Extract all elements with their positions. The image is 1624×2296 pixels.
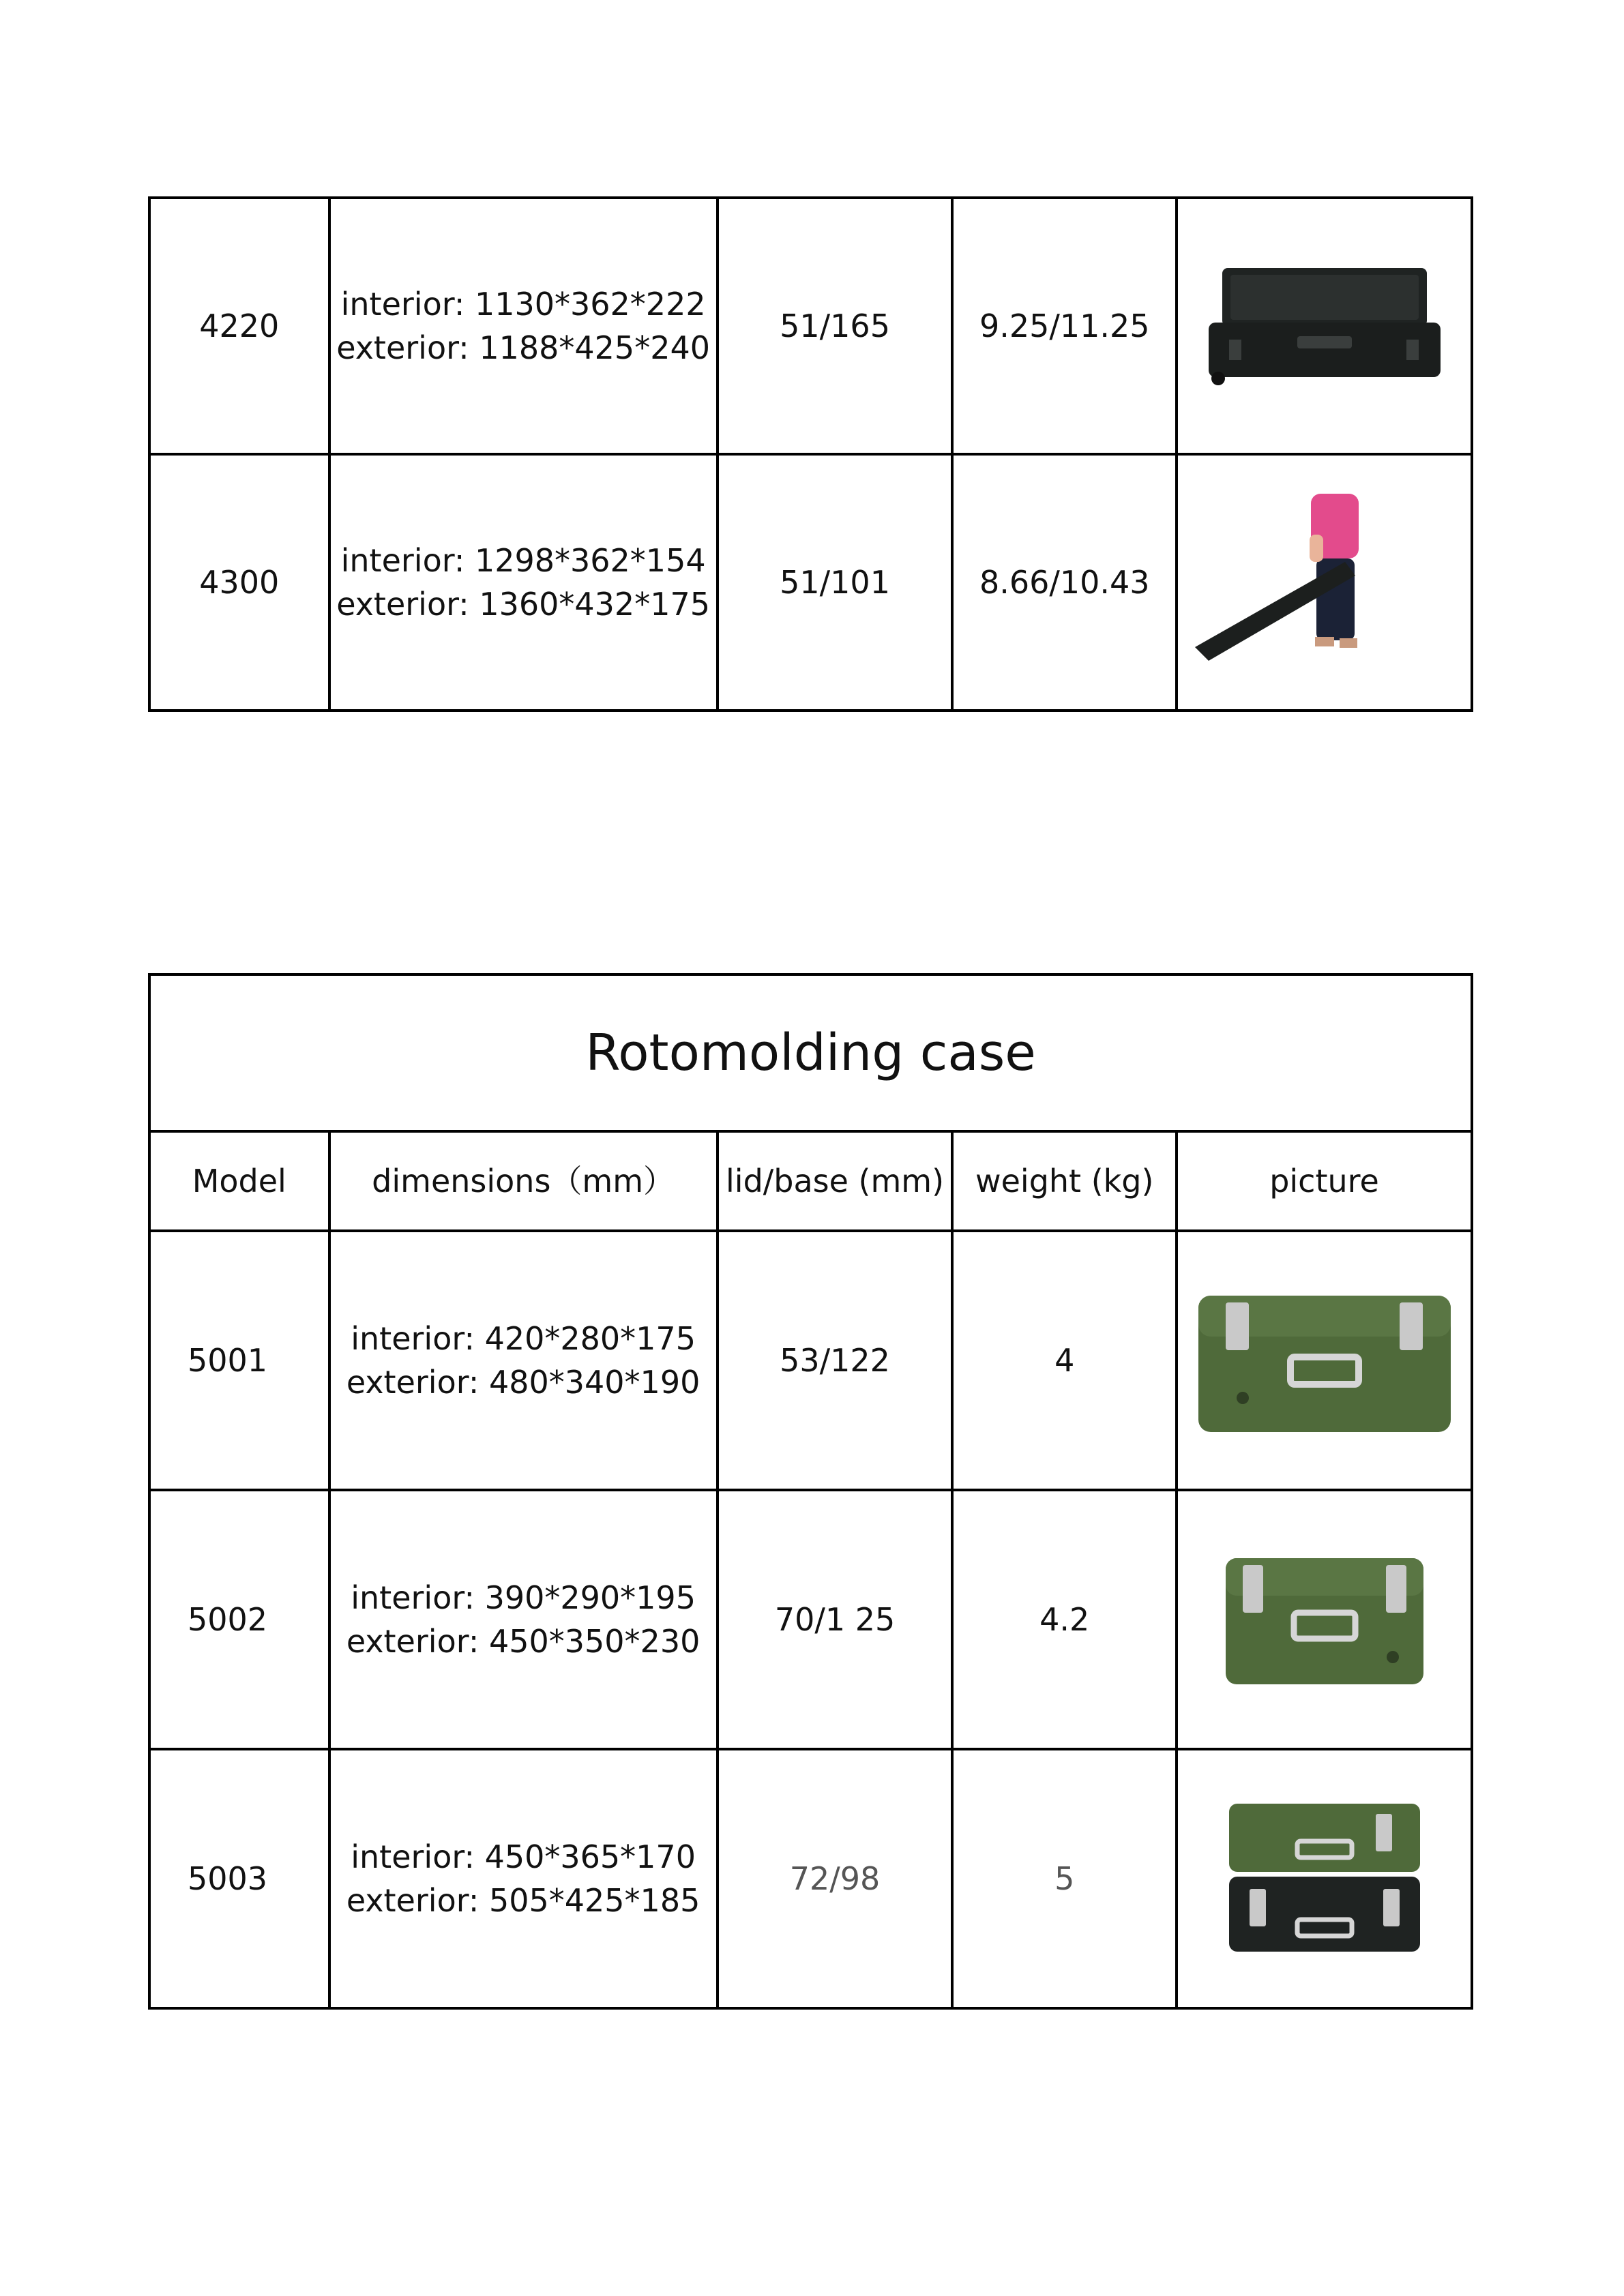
header-model: Model [149,1131,329,1231]
picture-cell [1177,198,1472,454]
table-row [149,1231,1472,1490]
table-title: Rotomolding case [149,974,1472,1131]
picture-cell [1177,1749,1472,2008]
dimensions-cell [329,1231,718,1490]
lid-base-cell: 70/1 25 [718,1490,953,1749]
upper-spec-table [148,196,1473,712]
header-picture: picture [1177,1131,1472,1231]
interior-dimensions: interior: 1130*362*222 [340,286,706,323]
header-dimensions: dimensions（mm） [329,1131,718,1231]
rotomolding-spec-table [148,973,1473,2010]
model-cell: 5002 [149,1490,329,1749]
header-lid-base: lid/base (mm) [718,1131,953,1231]
lid-base-cell: 51/101 [718,454,953,711]
weight-cell: 4 [952,1231,1177,1490]
picture-cell [1177,1490,1472,1749]
woman-pulling-case-image [1188,494,1461,671]
lid-base-cell: 53/122 [718,1231,953,1490]
weight-cell: 9.25/11.25 [952,198,1177,454]
table-row [149,1749,1472,2008]
model-cell: 4220 [149,198,329,454]
interior-dimensions: interior: 420*280*175 [351,1320,696,1357]
weight-cell: 8.66/10.43 [952,454,1177,711]
model-cell: 5003 [149,1749,329,2008]
exterior-dimensions: exterior: 450*350*230 [346,1623,700,1660]
model-cell: 5001 [149,1231,329,1490]
green-case-image [1222,1548,1427,1691]
weight-cell: 5 [952,1749,1177,2008]
header-row [149,1131,1472,1231]
dimensions-cell [329,198,718,454]
table-row [149,198,1472,454]
lid-base-cell: 72/98 [718,1749,953,2008]
picture-cell [1177,454,1472,711]
exterior-dimensions: exterior: 505*425*185 [346,1882,700,1919]
dimensions-cell [329,454,718,711]
table-row [149,1490,1472,1749]
interior-dimensions: interior: 390*290*195 [351,1579,696,1616]
model-cell: 4300 [149,454,329,711]
weight-cell: 4.2 [952,1490,1177,1749]
exterior-dimensions: exterior: 1360*432*175 [336,586,710,623]
interior-dimensions: interior: 450*365*170 [351,1838,696,1875]
picture-cell [1177,1231,1472,1490]
exterior-dimensions: exterior: 480*340*190 [346,1364,700,1401]
dimensions-cell [329,1490,718,1749]
lid-base-cell: 51/165 [718,198,953,454]
interior-dimensions: interior: 1298*362*154 [340,542,706,579]
exterior-dimensions: exterior: 1188*425*240 [336,329,710,366]
green-case-image [1195,1282,1454,1439]
table-row [149,454,1472,711]
black-long-case-image [1202,254,1447,398]
stacked-cases-image [1222,1800,1427,1957]
header-weight: weight (kg) [952,1131,1177,1231]
dimensions-cell [329,1749,718,2008]
